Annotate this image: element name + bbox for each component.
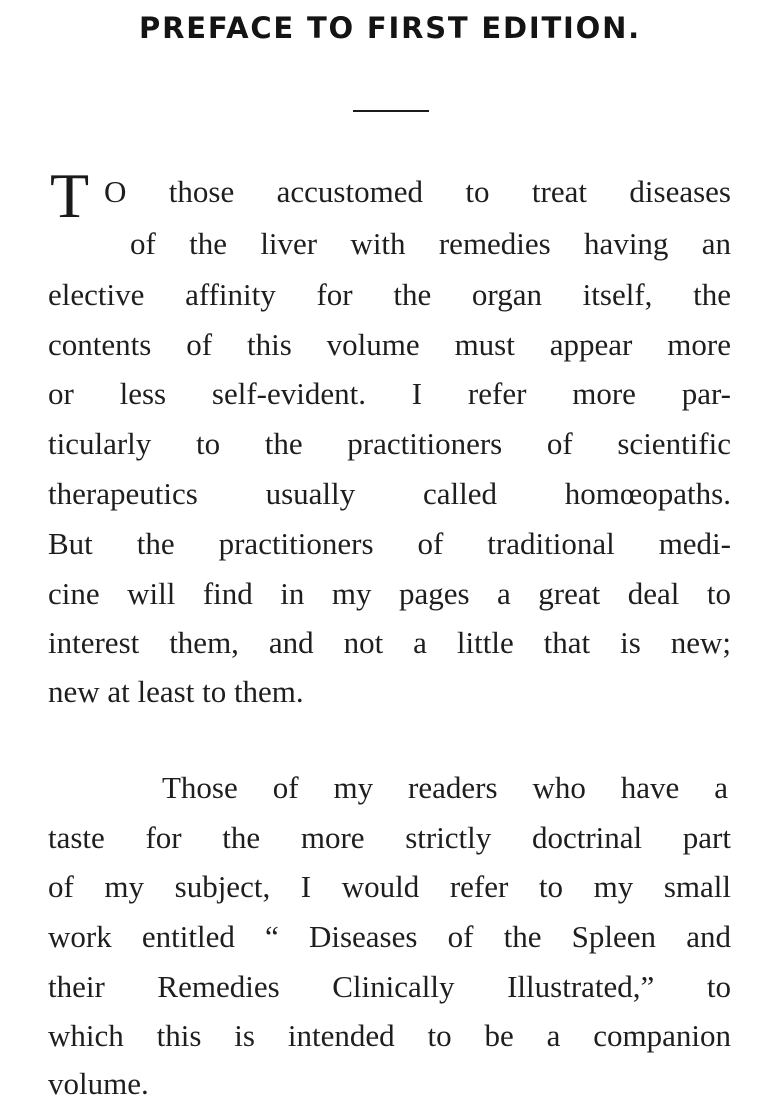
paragraph-2-line-5: their Remedies Clinically Illustrated,” to (48, 969, 731, 1004)
paragraph-1-line-5: or less self-evident. I refer more par- (48, 376, 731, 411)
paragraph-1-line-6: ticularly to the practitioners of scientific (48, 426, 731, 461)
paragraph-2-line-3: of my subject, I would refer to my small (48, 869, 731, 904)
paragraph-1-line-1: O those accustomed to treat diseases (104, 174, 731, 209)
paragraph-1-line-4: contents of this volume must appear more (48, 327, 731, 362)
paragraph-2-line-2: taste for the more strictly doctrinal part (48, 820, 731, 855)
paragraph-1-line-8: But the practitioners of traditional medi- (48, 526, 731, 561)
paragraph-2-line-4: work entitled “ Diseases of the Spleen and (48, 919, 731, 954)
paragraph-2-line-6: which this is intended to be a companion (48, 1018, 731, 1053)
preface-heading: PREFACE TO FIRST EDITION. (139, 11, 641, 45)
paragraph-1-line-7: therapeutics usually called homœopaths. (48, 476, 731, 511)
paragraph-1-line-10: interest them, and not a little that is new; (48, 625, 731, 660)
paragraph-2-line-7: volume. (48, 1066, 149, 1101)
drop-cap: T (50, 160, 90, 231)
paragraph-2-line-1: Those of my readers who have a (162, 770, 728, 805)
paragraph-1-line-9: cine will find in my pages a great deal to (48, 576, 731, 611)
ornamental-rule (353, 110, 429, 112)
paragraph-1-line-2: of the liver with remedies having an (130, 226, 731, 261)
paragraph-1-line-11: new at least to them. (48, 674, 304, 709)
paragraph-1-line-3: elective affinity for the organ itself, the (48, 277, 731, 312)
